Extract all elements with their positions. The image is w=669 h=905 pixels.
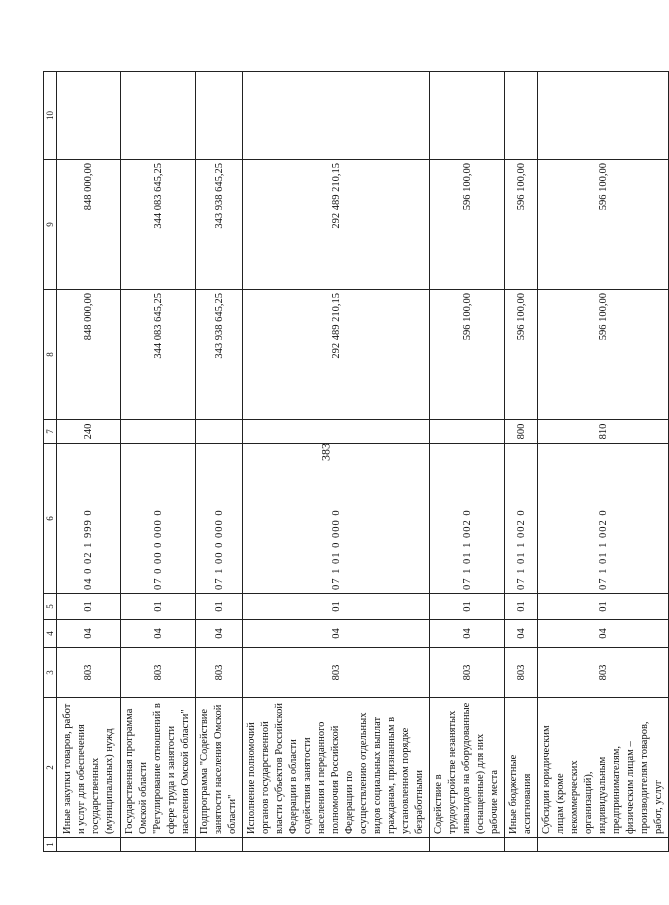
rotated-table-container bbox=[43, 72, 669, 852]
row-cell-4: 04 bbox=[57, 620, 121, 648]
row-sum-9: 292 489 210,15 bbox=[243, 160, 430, 290]
header-cell: 5 bbox=[44, 594, 57, 620]
row-name: Содействие в трудоустройстве незанятых инвалидов на оборудованные (оснащенные) для них рабочие места bbox=[430, 698, 505, 838]
row-sum-9: 343 938 645,25 bbox=[196, 160, 243, 290]
row-name: Иные закупки товаров, работ и услуг для обеспечения государственных (муниципальных) нужд bbox=[57, 698, 121, 838]
header-cell: 1 bbox=[44, 838, 57, 852]
row-cell-3: 803 bbox=[57, 648, 121, 698]
row-cell-7: 800 bbox=[505, 420, 538, 444]
header-cell: 4 bbox=[44, 620, 57, 648]
row-cell-4: 04 bbox=[538, 620, 669, 648]
row-cell-1 bbox=[121, 838, 196, 852]
row-sum-9: 344 083 645,25 bbox=[121, 160, 196, 290]
row-cell-10 bbox=[57, 72, 121, 160]
header-cell: 3 bbox=[44, 648, 57, 698]
row-name: Подпрограмма "Содействие занятости населения Омской области" bbox=[196, 698, 243, 838]
row-sum-8: 343 938 645,25 bbox=[196, 290, 243, 420]
row-cell-1 bbox=[57, 838, 121, 852]
row-sum-8: 848 000,00 bbox=[57, 290, 121, 420]
row-cell-1 bbox=[196, 838, 243, 852]
page-number: 383 bbox=[318, 443, 333, 461]
table-row bbox=[121, 72, 196, 852]
row-cell-7 bbox=[196, 420, 243, 444]
row-name: Государственная программа Омской области "Регулирование отношений в сфере труда и занятости населения Омской области" bbox=[121, 698, 196, 838]
header-cell: 8 bbox=[44, 290, 57, 420]
row-code: 07 1 01 1 002 0 bbox=[505, 444, 538, 594]
row-cell-5: 01 bbox=[196, 594, 243, 620]
header-cell: 2 bbox=[44, 698, 57, 838]
row-cell-1 bbox=[538, 838, 669, 852]
row-code: 07 1 01 0 000 0 bbox=[243, 444, 430, 594]
row-code: 07 1 00 0 000 0 bbox=[196, 444, 243, 594]
row-sum-9: 596 100,00 bbox=[538, 160, 669, 290]
row-sum-8: 596 100,00 bbox=[538, 290, 669, 420]
row-sum-9: 596 100,00 bbox=[430, 160, 505, 290]
row-cell-3: 803 bbox=[121, 648, 196, 698]
row-cell-5: 01 bbox=[57, 594, 121, 620]
header-row bbox=[44, 72, 57, 852]
row-cell-7: 810 bbox=[538, 420, 669, 444]
row-cell-10 bbox=[505, 72, 538, 160]
row-name: Субсидии юридическим лицам (кроме некоммерческих организаций), индивидуальным предпринимателям, физическим лицам – производителям товаров, работ, услуг bbox=[538, 698, 669, 838]
header-cell: 6 bbox=[44, 444, 57, 594]
row-cell-5: 01 bbox=[538, 594, 669, 620]
row-sum-8: 344 083 645,25 bbox=[121, 290, 196, 420]
row-cell-7: 240 bbox=[57, 420, 121, 444]
row-cell-3: 803 bbox=[505, 648, 538, 698]
row-cell-7 bbox=[243, 420, 430, 444]
table-row bbox=[243, 72, 430, 852]
row-cell-5: 01 bbox=[430, 594, 505, 620]
table-row bbox=[430, 72, 505, 852]
row-cell-4: 04 bbox=[196, 620, 243, 648]
row-cell-10 bbox=[243, 72, 430, 160]
row-sum-8: 596 100,00 bbox=[505, 290, 538, 420]
row-cell-10 bbox=[196, 72, 243, 160]
row-cell-4: 04 bbox=[243, 620, 430, 648]
header-cell: 7 bbox=[44, 420, 57, 444]
row-sum-9: 848 000,00 bbox=[57, 160, 121, 290]
row-name: Исполнение полномочий органов государственной власти субъектов Российской Федерации в области содействия занятости населения и переданного полномочия Российской Федерации по осуществлению отдельных видов социальных выплат гражданам, признанным в установленном порядке безработными bbox=[243, 698, 430, 838]
row-cell-3: 803 bbox=[538, 648, 669, 698]
row-cell-3: 803 bbox=[196, 648, 243, 698]
row-cell-1 bbox=[430, 838, 505, 852]
row-code: 04 0 02 1 999 0 bbox=[57, 444, 121, 594]
row-sum-8: 596 100,00 bbox=[430, 290, 505, 420]
row-cell-5: 01 bbox=[505, 594, 538, 620]
table-row bbox=[57, 72, 121, 852]
row-cell-10 bbox=[430, 72, 505, 160]
row-cell-10 bbox=[121, 72, 196, 160]
row-cell-5: 01 bbox=[243, 594, 430, 620]
table-row bbox=[505, 72, 538, 852]
row-sum-9: 596 100,00 bbox=[505, 160, 538, 290]
row-code: 07 1 01 1 002 0 bbox=[430, 444, 505, 594]
row-cell-7 bbox=[121, 420, 196, 444]
row-sum-8: 292 489 210,15 bbox=[243, 290, 430, 420]
row-cell-3: 803 bbox=[243, 648, 430, 698]
row-cell-4: 04 bbox=[430, 620, 505, 648]
row-code: 07 1 01 1 002 0 bbox=[538, 444, 669, 594]
header-cell: 10 bbox=[44, 72, 57, 160]
row-cell-1 bbox=[505, 838, 538, 852]
row-code: 07 0 00 0 000 0 bbox=[121, 444, 196, 594]
row-cell-10 bbox=[538, 72, 669, 160]
row-cell-5: 01 bbox=[121, 594, 196, 620]
table-row bbox=[196, 72, 243, 852]
row-cell-3: 803 bbox=[430, 648, 505, 698]
budget-table bbox=[43, 71, 669, 852]
row-name: Иные бюджетные ассигнования bbox=[505, 698, 538, 838]
row-cell-4: 04 bbox=[121, 620, 196, 648]
row-cell-7 bbox=[430, 420, 505, 444]
header-cell: 9 bbox=[44, 160, 57, 290]
row-cell-4: 04 bbox=[505, 620, 538, 648]
table-row bbox=[538, 72, 669, 852]
row-cell-1 bbox=[243, 838, 430, 852]
